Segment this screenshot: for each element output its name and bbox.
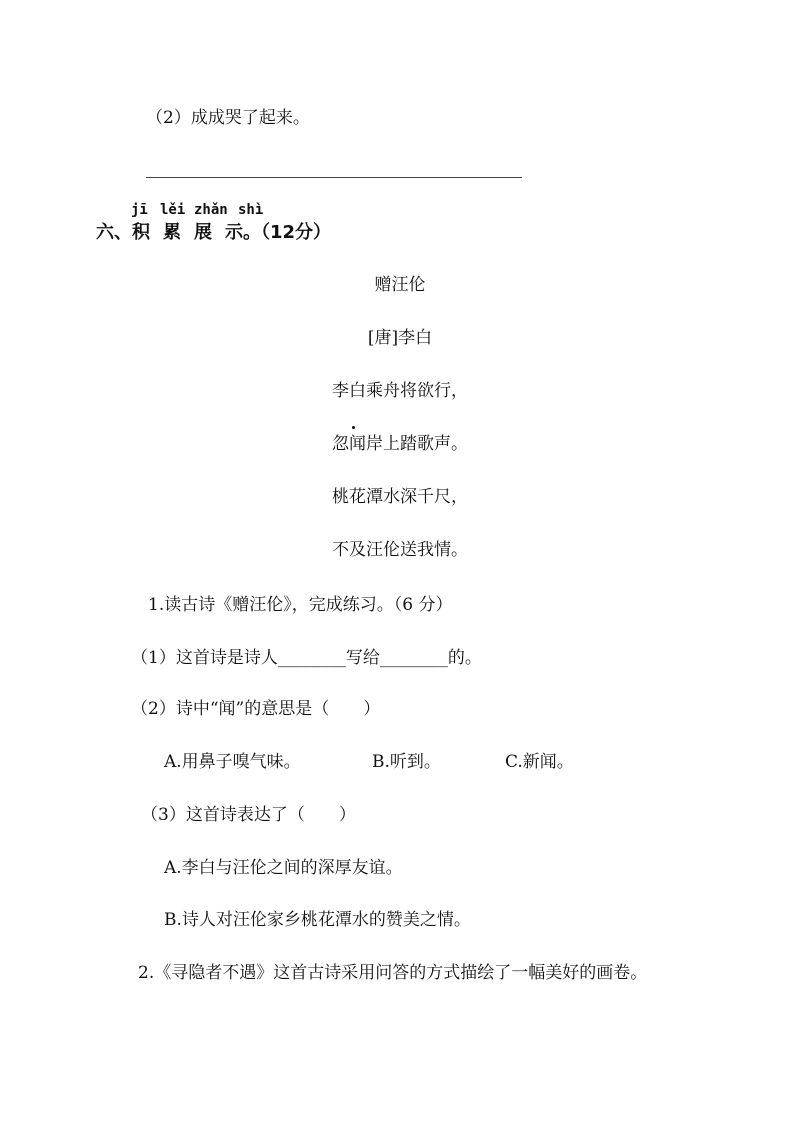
answer-blank-line — [146, 177, 522, 178]
heading-char-shi: 示 — [225, 222, 243, 243]
prev-question-item-2: （2）成成哭了起来。 — [146, 108, 310, 128]
pinyin-shi: shì — [238, 202, 264, 218]
q2-option-a: A.用鼻子嗅气味。 — [164, 752, 301, 772]
q2-option-c: C.新闻。 — [505, 752, 574, 772]
section-number: 六、 — [96, 222, 132, 243]
q2-option-b: B.听到。 — [372, 752, 441, 772]
poem-line-2: 忽闻岸上踏歌声。 — [332, 434, 468, 454]
heading-char-zhan: 展 — [194, 222, 212, 243]
section-6-heading — [96, 221, 331, 245]
exercise-1-question-1: （1）这首诗是诗人________写给________的。 — [131, 648, 482, 668]
q3-option-a: A.李白与汪伦之间的深厚友谊。 — [164, 858, 403, 878]
exercise-2-heading: 2.《寻隐者不遇》这首古诗采用问答的方式描绘了一幅美好的画卷。 — [138, 963, 648, 983]
pinyin-ji: jī — [131, 202, 148, 218]
section-score: 。（12分） — [243, 222, 332, 243]
pinyin-zhan: zhǎn — [194, 202, 228, 218]
heading-char-ji: 积 — [132, 222, 150, 243]
q3-option-b: B.诗人对汪伦家乡桃花潭水的赞美之情。 — [164, 910, 471, 930]
exercise-1-heading: 1.读古诗《赠汪伦》，完成练习。（6 分） — [148, 595, 453, 615]
emphasis-dot — [352, 426, 355, 429]
exercise-1-question-2: （2）诗中“闻”的意思是（ ） — [131, 699, 381, 719]
poem-line-4: 不及汪伦送我情。 — [332, 540, 468, 560]
poem-line-3: 桃花潭水深千尺， — [332, 487, 468, 507]
poem-author: [唐]李白 — [367, 328, 433, 348]
poem-title: 赠汪伦 — [374, 275, 426, 295]
heading-char-lei: 累 — [163, 222, 181, 243]
pinyin-lei: lěi — [160, 202, 186, 218]
exercise-1-question-3: （3）这首诗表达了（ ） — [141, 805, 356, 825]
poem-line-1: 李白乘舟将欲行， — [332, 381, 468, 401]
